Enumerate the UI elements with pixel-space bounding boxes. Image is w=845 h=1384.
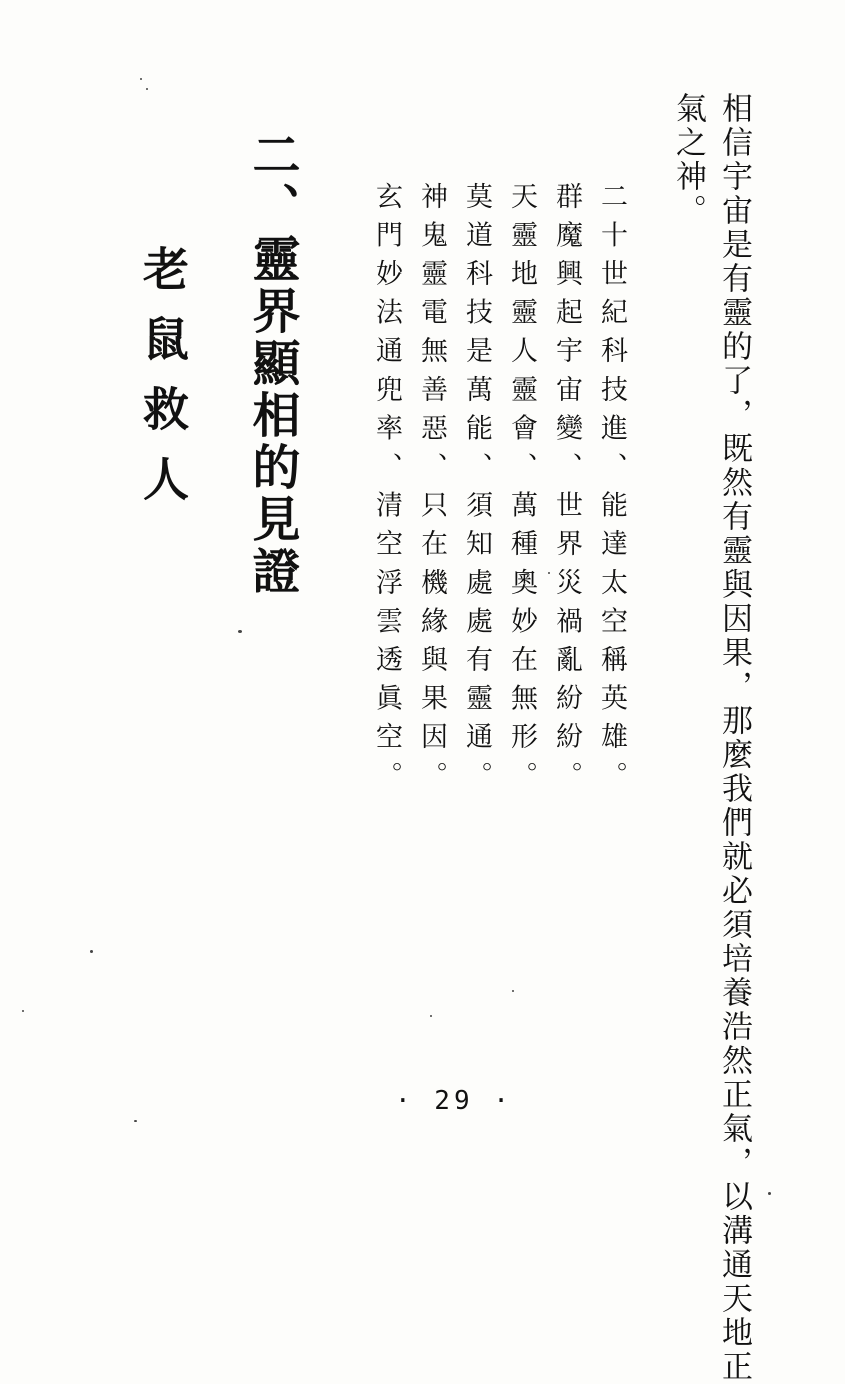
scan-speck	[238, 630, 242, 633]
scan-speck	[22, 1010, 24, 1012]
section-heading: 二、靈界顯相的見證	[244, 130, 300, 598]
paragraph-line: 相信宇宙是有靈的了，既然有靈與因果，那麼我們就必須培養浩然正氣，以溝通天地正	[716, 92, 752, 1384]
poem-line: 群魔興起宇宙變、世界災禍亂紛紛。	[551, 182, 582, 800]
poem-line: 天靈地靈人靈會、萬種奧妙在無形。	[506, 182, 537, 800]
poem-line: 二十世紀科技進、能達太空稱英雄。	[596, 182, 627, 800]
page-number: · 29 ·	[395, 1086, 513, 1116]
scan-speck	[90, 950, 93, 953]
scan-speck	[134, 1120, 137, 1122]
scan-speck	[548, 572, 550, 574]
scan-speck	[146, 88, 148, 90]
scan-speck	[512, 990, 514, 992]
scan-speck	[768, 1192, 771, 1195]
section-subtitle: 老鼠救人	[136, 245, 190, 525]
poem-line: 莫道科技是萬能、須知處處有靈通。	[461, 182, 492, 800]
scan-speck	[140, 78, 142, 80]
scan-speck	[430, 1015, 432, 1017]
poem-line: 神鬼靈電無善惡、只在機緣與果因。	[416, 182, 447, 800]
poem-line: 玄門妙法通兜率、清空浮雲透眞空。	[371, 182, 402, 800]
paragraph-line: 氣之神。	[670, 92, 706, 228]
